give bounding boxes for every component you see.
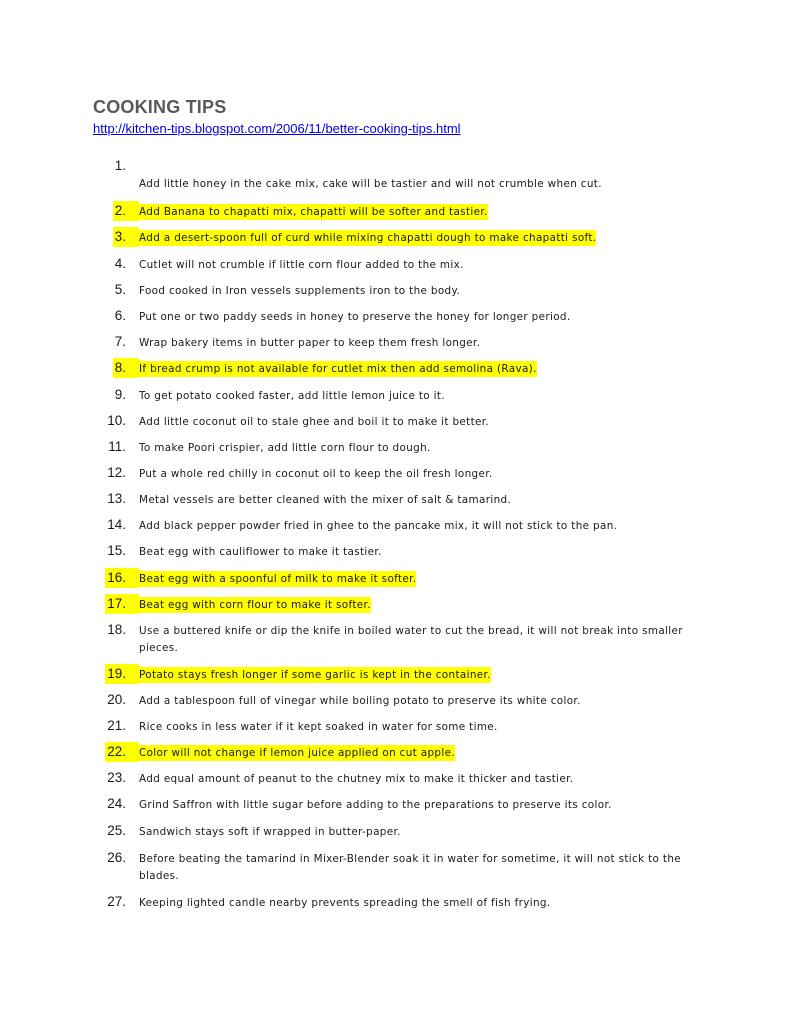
tip-number: 16. [105,568,126,588]
tip-text-block [139,230,699,247]
tip-text: Add black pepper powder fried in ghee to the pancake mix, it will not stick to the pan. [139,520,618,532]
tip-text-block [139,335,699,352]
tip-number: 8. [113,358,126,378]
tip-number: 6. [114,308,126,323]
tip-number: 9. [114,387,126,402]
highlight-gap [126,358,139,378]
tip-number: 27. [107,894,126,909]
tip-text-block [139,797,699,814]
tip-number: 10. [107,413,126,428]
tip-number: 19. [105,664,126,684]
tip-text-block [139,571,699,588]
tip-text: Beat egg with corn flour to make it softer. [139,599,371,611]
highlight-gap [126,227,139,247]
tip-number: 7. [114,334,126,349]
tip-number: 4. [114,256,126,271]
tip-text-block [139,309,699,326]
highlight-gap [126,201,139,221]
tip-text-block [139,771,699,788]
tip-text-block [139,176,699,193]
tip-text-block [139,204,699,221]
tip-text: Beat egg with a spoonful of milk to make it softer. [139,573,417,585]
tip-number: 12. [107,465,126,480]
tip-text: Before beating the tamarind in Mixer-Blender soak it in water for sometime, it will not stick to the blades. [139,853,681,882]
tip-text: Add a tablespoon full of vinegar while boiling potato to preserve its white color. [139,695,581,707]
tip-text-block [139,257,699,274]
highlight-gap [126,664,139,684]
tip-text-block [139,745,699,762]
tip-number: 25. [107,823,126,838]
tip-number: 24. [107,796,126,811]
tip-text: If bread crump is not available for cutlet mix then add semolina (Rava). [139,363,537,375]
highlight-gap [126,568,139,588]
tip-number: 13. [107,491,126,506]
tip-text-block [139,667,699,684]
tip-text: Metal vessels are better cleaned with the mixer of salt & tamarind. [139,494,512,506]
page-title: COOKING TIPS [93,97,227,117]
tip-text: Food cooked in Iron vessels supplements iron to the body. [139,285,461,297]
tip-text: Potato stays fresh longer if some garlic is kept in the container. [139,669,491,681]
tip-text: Wrap bakery items in butter paper to keep them fresh longer. [139,337,481,349]
tip-text: Keeping lighted candle nearby prevents spreading the smell of fish frying. [139,897,551,909]
tip-number: 21. [107,718,126,733]
tip-text: Add equal amount of peanut to the chutney mix to make it thicker and tastier. [139,773,574,785]
tip-text-block [139,851,699,885]
tip-text: Add Banana to chapatti mix, chapatti will be softer and tastier. [139,206,488,218]
tip-text: Put one or two paddy seeds in honey to preserve the honey for longer period. [139,311,571,323]
tip-text-block [139,719,699,736]
tip-text-block [139,283,699,300]
tip-text: To make Poori crispier, add little corn flour to dough. [139,442,431,454]
tip-number: 15. [107,543,126,558]
tip-text-block [139,466,699,483]
highlight-gap [126,742,139,762]
tip-text-block [139,623,699,657]
tip-text: Beat egg with cauliflower to make it tastier. [139,546,382,558]
tip-number: 20. [107,692,126,707]
tip-number: 2. [113,201,126,221]
tip-number: 5. [114,282,126,297]
tip-number: 23. [107,770,126,785]
tip-text-block [139,824,699,841]
tip-number: 26. [107,850,126,865]
tip-text-block [139,388,699,405]
tip-text-block [139,544,699,561]
tip-text: Add little honey in the cake mix, cake will be tastier and will not crumble when cut. [139,178,602,190]
tip-text: Grind Saffron with little sugar before adding to the preparations to preserve its color. [139,799,612,811]
tip-text-block [139,597,699,614]
tip-text: Sandwich stays soft if wrapped in butter-paper. [139,826,401,838]
tip-text: To get potato cooked faster, add little lemon juice to it. [139,390,445,402]
tip-text: Color will not change if lemon juice applied on cut apple. [139,747,456,759]
tip-text-block [139,492,699,509]
source-link[interactable]: http://kitchen-tips.blogspot.com/2006/11/better-cooking-tips.html [93,121,461,136]
tip-text: Add a desert-spoon full of curd while mixing chapatti dough to make chapatti soft. [139,232,597,244]
tip-number: 17. [105,594,126,614]
tip-text-block [139,693,699,710]
tip-number: 1. [114,158,126,173]
tip-text: Cutlet will not crumble if little corn flour added to the mix. [139,259,464,271]
tip-text-block [139,440,699,457]
tip-text-block [139,518,699,535]
tip-text-block [139,414,699,431]
tip-text: Add little coconut oil to stale ghee and boil it to make it better. [139,416,490,428]
tip-text-block [139,361,699,378]
tip-number: 3. [113,227,126,247]
tip-number: 18. [107,622,126,637]
tip-text: Rice cooks in less water if it kept soaked in water for some time. [139,721,498,733]
tip-number: 11. [108,439,126,454]
tip-text: Put a whole red chilly in coconut oil to keep the oil fresh longer. [139,468,493,480]
tip-text: Use a buttered knife or dip the knife in boiled water to cut the bread, it will not break into smaller pieces. [139,625,683,654]
tip-number: 14. [107,517,126,532]
highlight-gap [126,594,139,614]
tip-text-block [139,895,699,912]
tip-number: 22. [105,742,126,762]
